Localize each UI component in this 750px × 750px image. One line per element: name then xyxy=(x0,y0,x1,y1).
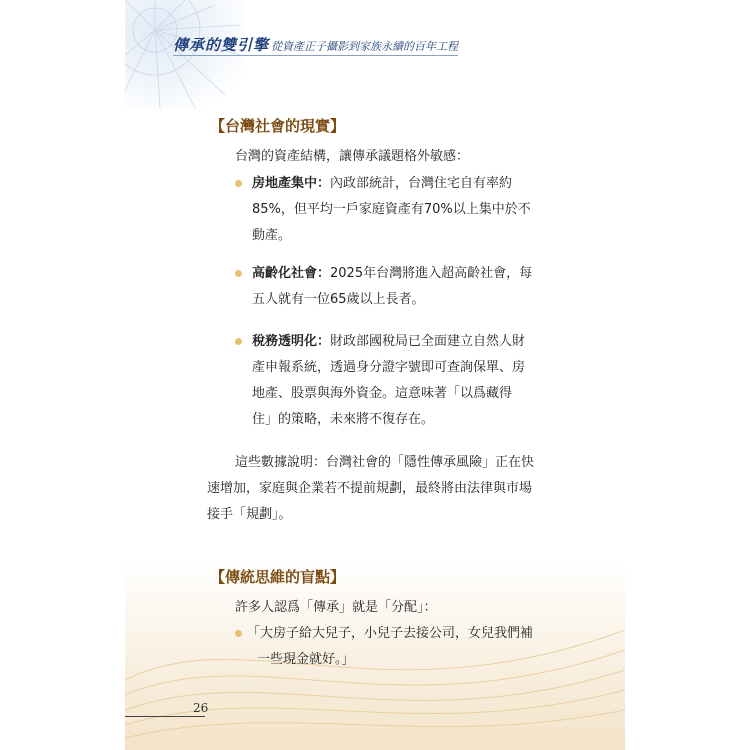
bullet-dot xyxy=(235,270,242,277)
running-header-title: 傳承的雙引擎 xyxy=(173,36,270,54)
section-intro: 台灣的資產結構，讓傳承議題格外敏感： xyxy=(235,149,470,164)
quote-text: 「大房子給大兒子，小兒子去接公司，女兒我們補 xyxy=(247,626,534,641)
page-number-rule xyxy=(125,716,205,717)
bullet-dot xyxy=(235,630,242,637)
body-paragraph: 這些數據說明：台灣社會的「隱性傳承風險」正在快 xyxy=(235,455,535,470)
bullet-text: 住」的策略，未來將不復存在。 xyxy=(252,412,435,427)
bullet-text: 財政部國稅局已全面建立自然人財 xyxy=(330,334,526,349)
book-page xyxy=(125,0,625,750)
bullet-dot xyxy=(235,338,242,345)
quote-text: 一些現金就好。」 xyxy=(257,652,355,667)
running-header-subtitle: 從資產正子攝影到家族永續的百年工程 xyxy=(271,40,458,53)
bullet-text: 2025年台灣將進入超高齡社會，每 xyxy=(330,266,533,281)
bullet-line xyxy=(252,171,512,197)
bullet-line xyxy=(252,261,532,287)
bullet-text: 85%，但平均一戶家庭資產有70%以上集中於不 xyxy=(252,202,531,217)
wave-decoration xyxy=(125,560,625,750)
body-paragraph: 速增加，家庭與企業若不提前規劃，最終將由法律與市場 xyxy=(207,481,533,496)
bullet-text: 動產。 xyxy=(252,228,292,243)
bullet-label: 稅務透明化： xyxy=(252,334,331,349)
bullet-text: 內政部統計，台灣住宅自有率約 xyxy=(330,176,513,191)
bullet-label: 房地產集中： xyxy=(252,176,331,191)
bullet-text: 地產、股票與海外資金。這意味著「以爲藏得 xyxy=(252,386,513,401)
section-heading: 【傳統思維的盲點】 xyxy=(210,568,346,586)
section-intro: 許多人認爲「傳承」就是「分配」： xyxy=(235,600,437,615)
page-number: 26 xyxy=(193,701,209,715)
section-heading: 【台灣社會的現實】 xyxy=(210,117,346,135)
bullet-label: 高齡化社會： xyxy=(252,266,331,281)
bullet-text: 五人就有一位65歲以上長者。 xyxy=(252,292,425,307)
bullet-text: 產申報系統，透過身分證字號即可查詢保單、房 xyxy=(252,360,526,375)
header-rule xyxy=(173,55,458,56)
bullet-dot xyxy=(235,180,242,187)
bullet-line xyxy=(252,329,525,355)
body-paragraph: 接手「規劃」。 xyxy=(207,507,292,522)
